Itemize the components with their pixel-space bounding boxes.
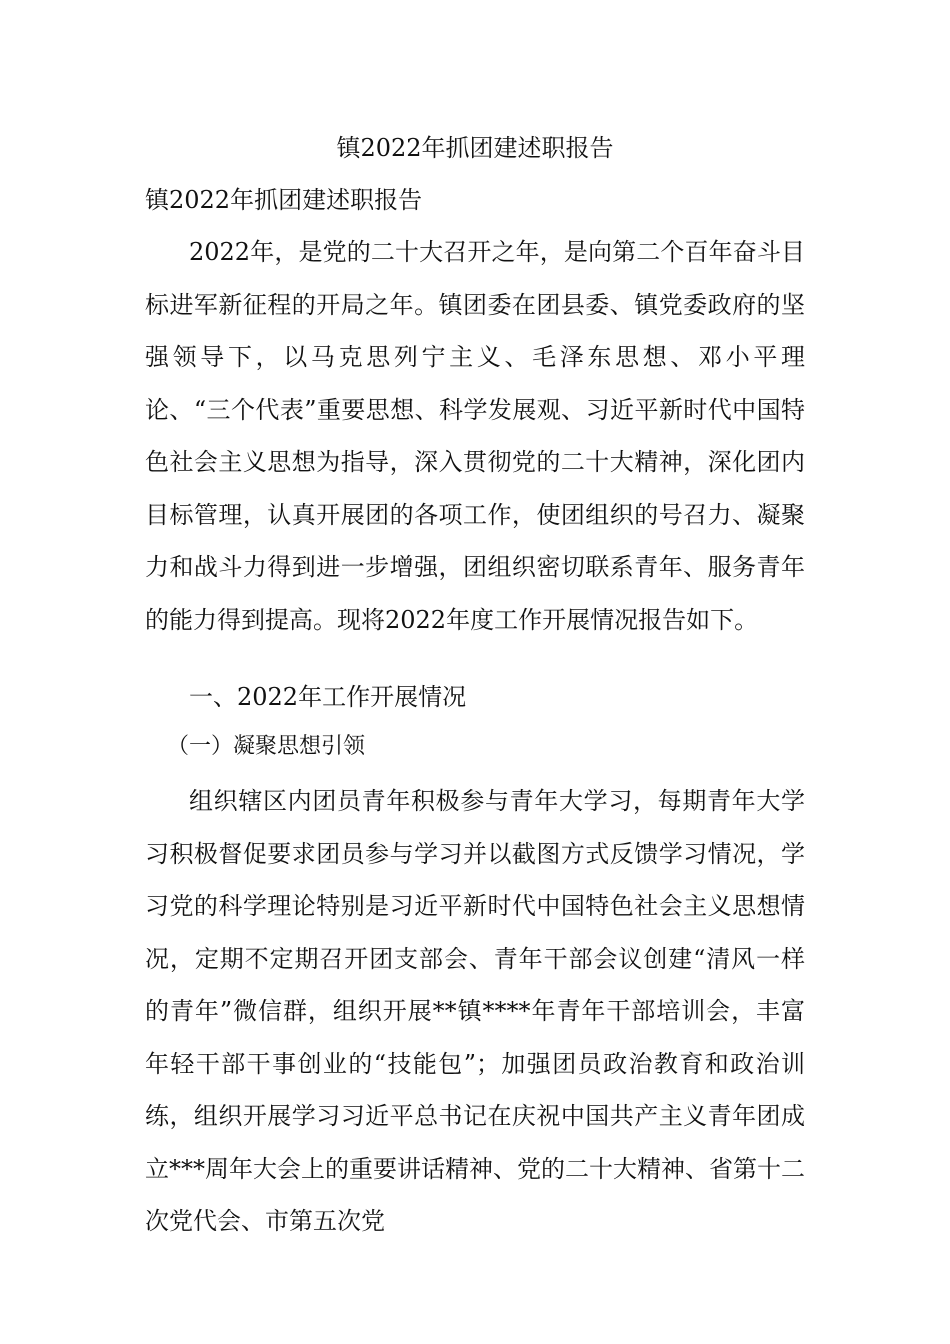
subsection-heading: （一）凝聚思想引领 (167, 734, 366, 759)
body-paragraph: 组织辖区内团员青年积极参与青年大学习，每期青年大学习积极督促要求团员参与学习并以截图方式反馈学习情况，学习党的科学理论特别是习近平新时代中国特色社会主义思想情况，定期不定期召开团支部会、青年干部会议创建“清风一样的青年”微信群，组织开展**镇****年青年干部培训会，丰富年轻干部干事创业的“技能包”；加强团员政治教育和政治训练，组织开展学习习近平总书记在庆祝中国共产主义青年团成立***周年大会上的重要讲话精神、党的二十大精神、省第十二次党代会、市第五次党 (145, 787, 805, 1235)
intro-paragraph: 2022年，是党的二十大召开之年，是向第二个百年奋斗目标进军新征程的开局之年。镇团委在团县委、镇党委政府的坚强领导下，以马克思列宁主义、毛泽东思想、邓小平理论、“三个代表”重要思想、科学发展观、习近平新时代中国特色社会主义思想为指导，深入贯彻党的二十大精神，深化团内目标管理，认真开展团的各项工作，使团组织的号召力、凝聚力和战斗力得到进一步增强，团组织密切联系青年、服务青年的能力得到提高。现将2022年度工作开展情况报告如下。 (145, 238, 805, 634)
document-subtitle: 镇2022年抓团建述职报告 (145, 186, 423, 214)
document-title: 镇2022年抓团建述职报告 (336, 134, 614, 162)
section-heading: 一、2022年工作开展情况 (189, 683, 467, 711)
